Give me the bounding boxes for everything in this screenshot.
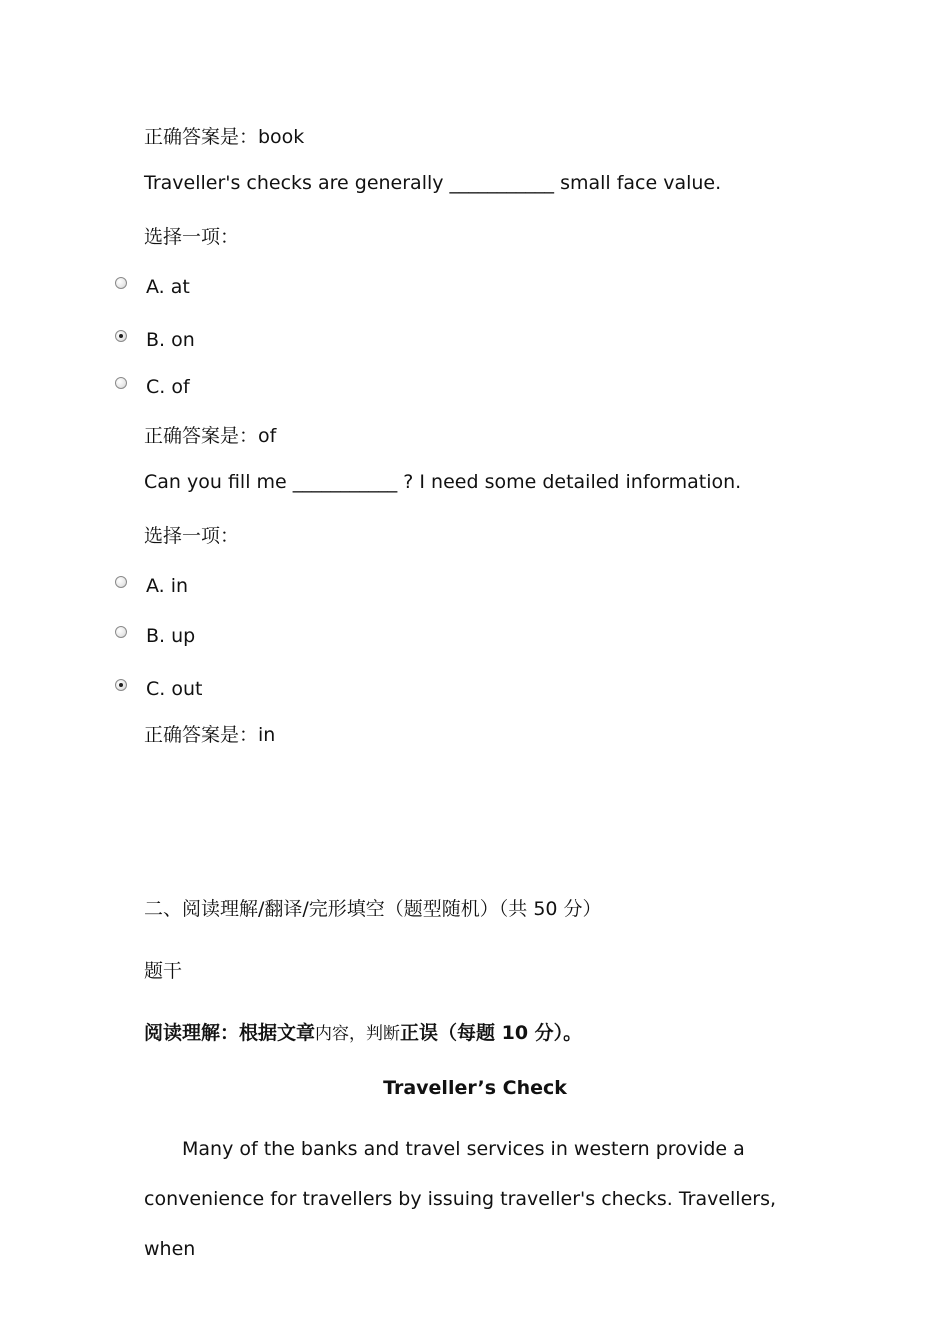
section2-stem-label: 题干: [144, 960, 183, 982]
article-title: Traveller’s Check: [383, 1077, 567, 1099]
q2-option-c-radio[interactable]: [115, 377, 127, 389]
q2-option-b-radio[interactable]: [115, 330, 127, 342]
q3-option-b-radio[interactable]: [115, 626, 127, 638]
q3-prompt: 选择一项：: [144, 525, 240, 547]
q3-stem: Can you fill me ___________ ? I need some detailed information.: [144, 471, 742, 493]
q2-correct-answer: 正确答案是：of: [144, 425, 277, 447]
q3-option-c-radio[interactable]: [115, 679, 127, 691]
q3-option-a-radio[interactable]: [115, 576, 127, 588]
q2-option-c-label[interactable]: C. of: [146, 376, 190, 398]
q3-correct-answer: 正确答案是：in: [144, 724, 276, 746]
section2-heading: 二、阅读理解/翻译/完形填空（题型随机）（共 50 分）: [144, 898, 602, 920]
q2-option-b-label[interactable]: B. on: [146, 329, 195, 351]
instruction-bold-start: 阅读理解：根据文章: [144, 1022, 316, 1044]
instruction-bold-end: 正误（每题 10 分）。: [400, 1022, 583, 1044]
instruction-plain: 内容，判断: [315, 1024, 401, 1044]
q2-stem: Traveller's checks are generally ___________ small face value.: [144, 172, 722, 194]
q3-option-a-label[interactable]: A. in: [146, 575, 189, 597]
q2-prompt: 选择一项：: [144, 226, 240, 248]
q2-option-a-radio[interactable]: [115, 277, 127, 289]
q3-option-c-label[interactable]: C. out: [146, 678, 203, 700]
q1-correct-answer: 正确答案是：book: [144, 126, 305, 148]
article-paragraph: Many of the banks and travel services in western provide a convenience for travellers by issuing traveller's checks. Travellers, when: [144, 1138, 777, 1260]
q3-option-b-label[interactable]: B. up: [146, 625, 196, 647]
section2-instruction: [144, 1018, 582, 1045]
q2-option-a-label[interactable]: A. at: [146, 276, 190, 298]
